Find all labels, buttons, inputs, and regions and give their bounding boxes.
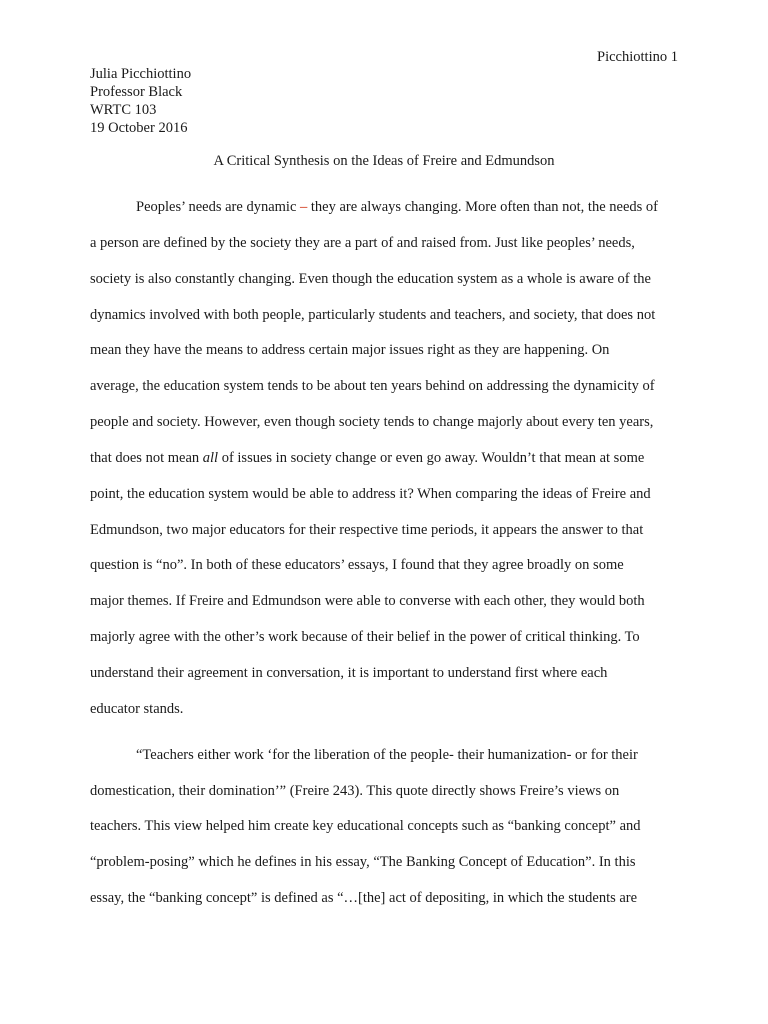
paragraph-line: teachers. This view helped him create key educational concepts such as “banking concept” and — [90, 818, 641, 835]
paragraph-line: majorly agree with the other’s work because of their belief in the power of critical thinking. To — [90, 629, 640, 646]
paragraph-1 — [90, 190, 682, 728]
essay-body — [90, 190, 682, 917]
paragraph-line: point, the education system would be able to address it? When comparing the ideas of Freire and — [90, 485, 651, 502]
paragraph-line: educator stands. — [90, 700, 184, 717]
paragraph-line: mean they have the means to address certain major issues right as they are happening. On — [90, 342, 610, 359]
paragraph-line: essay, the “banking concept” is defined as “…[the] act of depositing, in which the students are — [90, 890, 638, 907]
essay-title: A Critical Synthesis on the Ideas of Freire and Edmundson — [213, 153, 555, 169]
paragraph-line: Edmundson, two major educators for their respective time periods, it appears the answer to that — [90, 521, 644, 538]
mla-heading — [90, 65, 191, 137]
paragraph-line: understand their agreement in conversation, it is important to understand first where each — [90, 664, 608, 681]
paragraph-line: “problem-posing” which he defines in his essay, “The Banking Concept of Education”. In this — [90, 854, 636, 871]
student-name: Julia Picchiottino — [90, 66, 192, 82]
paragraph-line: society is also constantly changing. Even though the education system as a whole is aware of the — [90, 270, 651, 287]
italic-emphasis: all — [202, 449, 219, 466]
paragraph-line: average, the education system tends to be about ten years behind on addressing the dynamicity of — [90, 378, 655, 395]
em-dash: – — [300, 199, 308, 215]
paragraph-line: dynamics involved with both people, particularly students and teachers, and society, that does not — [90, 306, 656, 323]
paragraph-spacer — [90, 728, 682, 738]
date: 19 October 2016 — [90, 120, 188, 136]
paragraph-line: “Teachers either work ‘for the liberation of the people- their humanization- or for their — [136, 746, 638, 763]
paragraph-line: question is “no”. In both of these educators’ essays, I found that they agree broadly on some — [90, 557, 624, 574]
running-header-page-number: Picchiottino 1 — [597, 49, 678, 65]
paragraph-line: a person are defined by the society they are a part of and raised from. Just like peoples’ needs, — [90, 234, 635, 251]
course-name: WRTC 103 — [90, 102, 157, 118]
paragraph-line: Peoples’ needs are dynamic – they are always changing. More often than not, the needs of — [136, 199, 658, 215]
professor-name: Professor Black — [90, 84, 183, 100]
paragraph-line: domestication, their domination’” (Freire 243). This quote directly shows Freire’s views on — [90, 782, 620, 799]
paragraph-line: major themes. If Freire and Edmundson were able to converse with each other, they would both — [90, 593, 645, 610]
paragraph-line: people and society. However, even though society tends to change majorly about every ten years, — [90, 414, 654, 431]
paragraph-line: that does not mean all of issues in society change or even go away. Wouldn’t that mean at some — [90, 449, 645, 466]
paragraph-2 — [90, 738, 682, 917]
